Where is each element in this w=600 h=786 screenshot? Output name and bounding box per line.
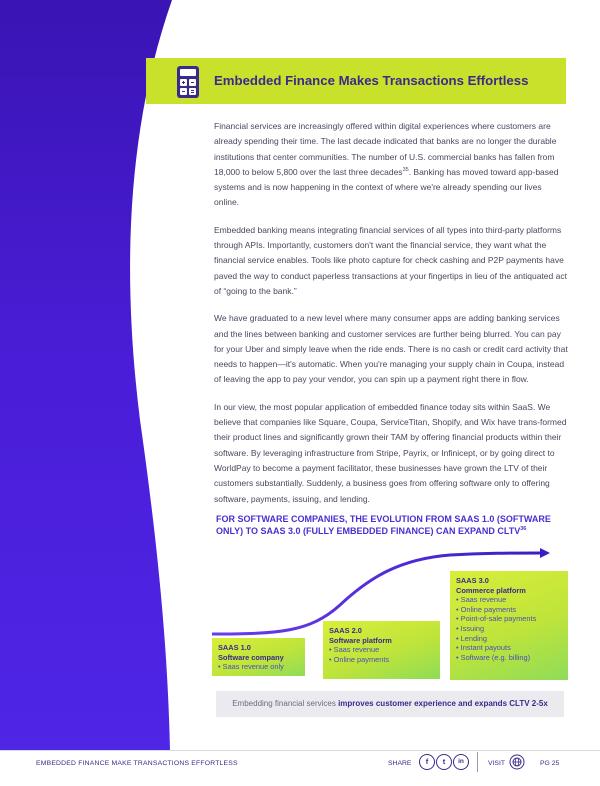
- stage-item: • Point-of-sale payments: [456, 614, 537, 624]
- page-title: Embedded Finance Makes Transactions Effortless: [214, 73, 529, 88]
- footer-section-title: EMBEDDED FINANCE MAKE TRANSACTIONS EFFORTLESS: [36, 760, 238, 767]
- share-label: SHARE: [388, 760, 412, 767]
- stage-subtitle: Commerce platform: [456, 585, 526, 595]
- section-title-band: [146, 58, 566, 104]
- stage-item: • Saas revenue only: [218, 662, 284, 672]
- stage-saas-3: [450, 571, 568, 680]
- stage-subtitle: Software company: [218, 652, 284, 662]
- figure-caption: Embedding financial services improves customer experience and expands CLTV 2-5x: [216, 691, 564, 717]
- linkedin-icon[interactable]: in: [453, 754, 469, 770]
- page-number: PG 25: [540, 760, 560, 767]
- paragraph-2: Embedded banking means integrating financial services of all types into third-party platforms through APIs. Importantly, customers don't want the financial service, they want what the financial service enables. Tools like photo capture for check cashing and P2P payments have paved the way to conduct paperless transactions at your fingertips in lieu of the antiquated act of “going to the bank.”: [214, 224, 567, 296]
- stage-title: SAAS 2.0: [329, 626, 362, 635]
- stage-item: • Issuing: [456, 623, 485, 633]
- calculator-icon: [175, 65, 201, 99]
- globe-icon[interactable]: [509, 754, 525, 770]
- twitter-icon[interactable]: t: [436, 754, 452, 770]
- stage-saas-2: [323, 621, 440, 679]
- stage-item: • Software (e.g. billing): [456, 652, 531, 662]
- stage-item: • Instant payouts: [456, 643, 511, 653]
- figure-title: FOR SOFTWARE COMPANIES, THE EVOLUTION FROM SAAS 1.0 (SOFTWARE ONLY) TO SAAS 3.0 (FULLY EMBEDDED FINANCE) CAN EXPAND CLTV$^{36}$: [216, 514, 551, 536]
- stage-saas-1: [212, 638, 305, 676]
- stage-title: SAAS 1.0: [218, 643, 251, 652]
- stage-item: • Saas revenue: [456, 595, 507, 605]
- paragraph-3: We have graduated to a new level where many consumer apps are adding banking services and the lines between banking and customer services are further being blurred. You can pay for your Uber and simply leave when the ride ends. There is no cash or credit card activity that needs to happen—it's automatic. When you're managing your supply chain in Coupa, instead of leaving the app to pay your vendor, you can spin up a payment right there in flow.: [214, 313, 568, 385]
- stage-subtitle: Software platform: [329, 635, 392, 645]
- paragraph-4: In our view, the most popular application of embedded finance today sits within SaaS. We believe that companies like Square, Coupa, ServiceTitan, Shopify, and Wix have trans-formed their product lines and significantly grown their TAM by offering financial products within their software. By leveraging infrastructure from Stripe, Payrix, or Infinicept, or by going direct to WorldPay to become a payment facilitator, these businesses have grown the LTV of their customers substantially. Suddenly, a business goes from offering software only to offering software, payments, issuing, and lending.: [214, 401, 567, 504]
- body-text: [214, 119, 568, 519]
- footer-separator: [477, 752, 478, 772]
- stage-item: • Saas revenue: [329, 645, 380, 655]
- stage-item: • Lending: [456, 633, 487, 643]
- saas-evolution-diagram: [210, 535, 570, 695]
- visit-label: VISIT: [488, 760, 505, 767]
- stage-item: • Online payments: [456, 604, 517, 614]
- stage-title: SAAS 3.0: [456, 576, 489, 585]
- footer-divider: [0, 750, 600, 751]
- facebook-icon[interactable]: f: [419, 754, 435, 770]
- stage-item: • Online payments: [329, 654, 390, 664]
- paragraph-1: Financial services are increasingly offered within digital experiences where customers are already spending their time. The last decade indicated that banks are no longer the durable institutions that center communities. The number of U.S. commercial banks has fallen from 18,000 to below 5,800 over the last three decades$^{35}$. Banking has moved toward app-based systems and is now happening in the context of where we're already spending our lives online.: [214, 121, 559, 208]
